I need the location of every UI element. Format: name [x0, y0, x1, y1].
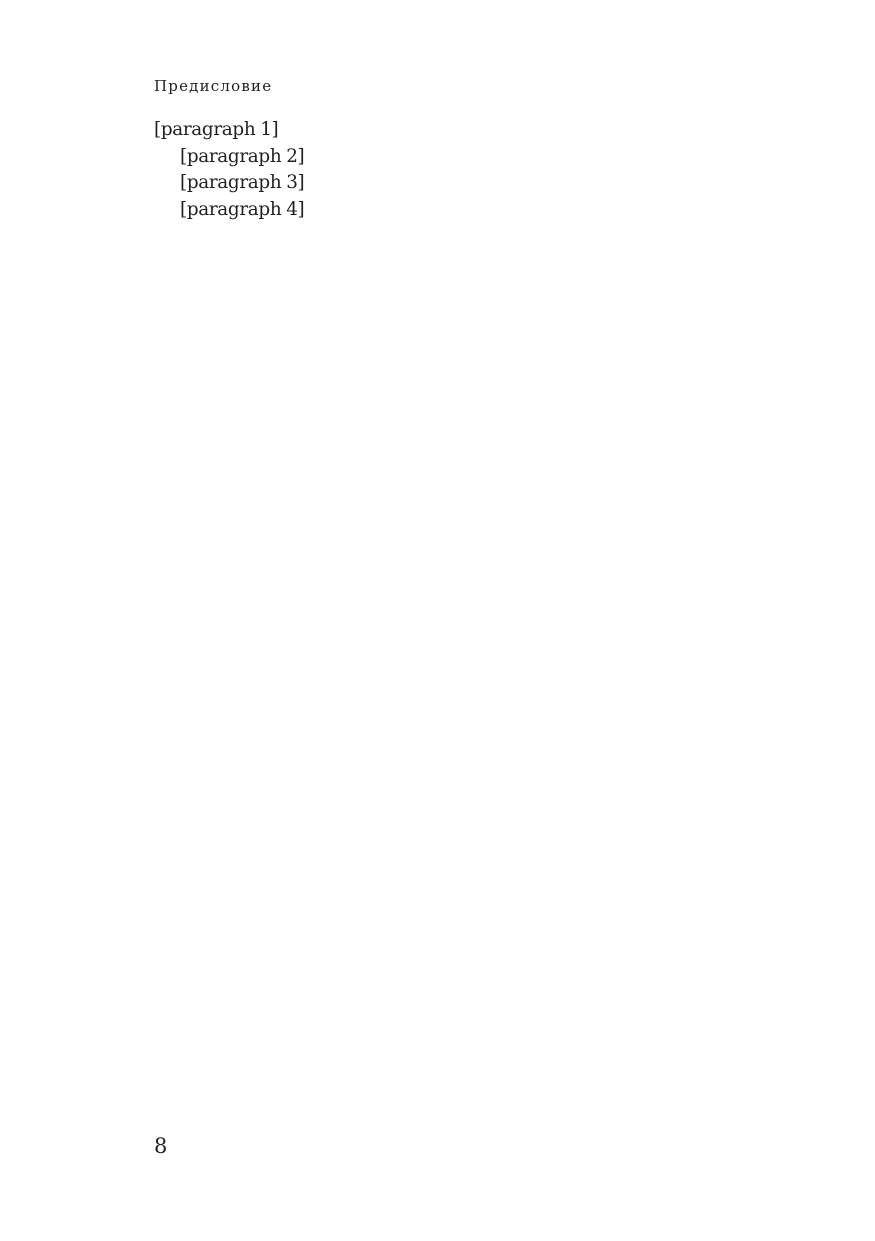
paragraph-research-description: [paragraph 2]	[180, 145, 305, 167]
page-number: 8	[154, 1134, 168, 1158]
paragraph-self-description: [paragraph 4]	[180, 198, 305, 220]
running-head: Предисловие	[154, 77, 273, 95]
body-text	[154, 117, 744, 223]
paragraph-focus-group-tasks: [paragraph 3]	[180, 172, 305, 194]
paragraph-continuation: [paragraph 1]	[154, 119, 279, 140]
